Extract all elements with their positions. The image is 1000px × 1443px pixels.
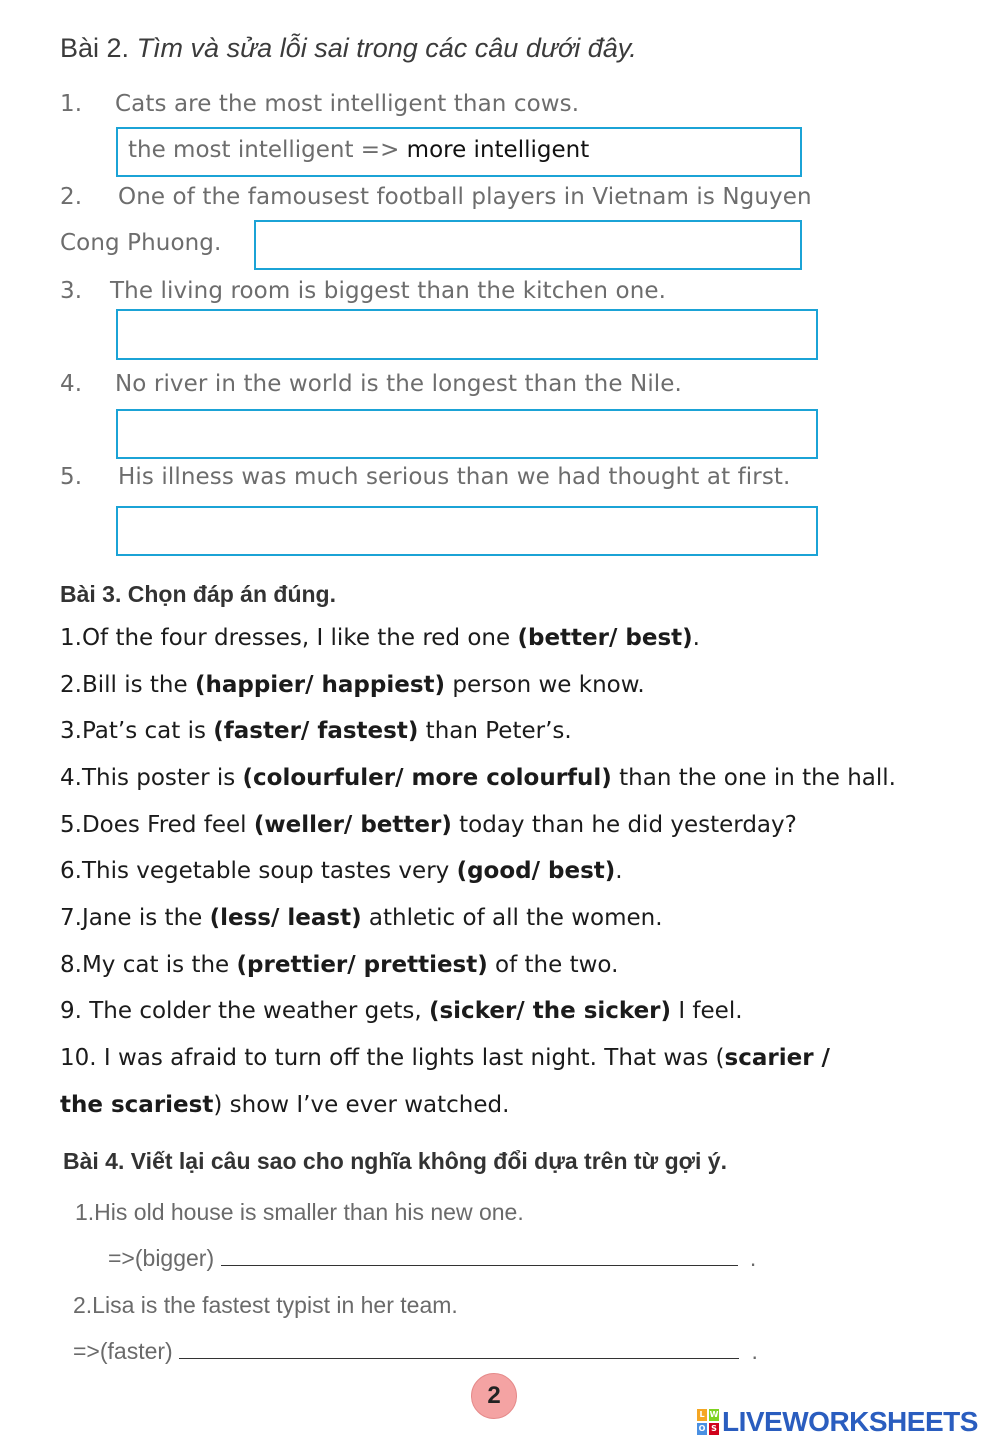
- logo-text: LIVEWORKSHEETS: [722, 1406, 978, 1437]
- end-mark: .: [749, 1245, 757, 1271]
- item-option[interactable]: (less/ least): [209, 905, 362, 931]
- item-text: than Peter’s.: [418, 718, 572, 744]
- question-text: His illness was much serious than we had thought at first.: [118, 464, 791, 490]
- bai3-title: Bài 3. Chọn đáp án đúng.: [60, 581, 336, 607]
- bai3-item-10: [60, 1045, 830, 1071]
- answer-box-2[interactable]: [254, 220, 802, 270]
- item-text: 4.This poster is: [60, 765, 243, 791]
- item-option[interactable]: (prettier/ prettiest): [236, 952, 488, 978]
- liveworksheets-logo: [697, 1407, 978, 1437]
- answer-value: more intelligent: [406, 137, 590, 163]
- question-number: 4.: [60, 371, 83, 397]
- item-option[interactable]: (colourfuler/ more colourful): [242, 765, 612, 791]
- bai2-question-1: [60, 91, 579, 117]
- bai3-item-7: [60, 905, 663, 931]
- item-text: 5.Does Fred feel: [60, 812, 254, 838]
- question-number: 1.: [60, 91, 83, 117]
- item-text: 7.Jane is the: [60, 905, 210, 931]
- bai2-question-4: [60, 371, 682, 397]
- item-text: of the two.: [487, 952, 619, 978]
- item-text: 6.This vegetable soup tastes very: [60, 858, 457, 884]
- logo-tile: S: [709, 1423, 719, 1435]
- logo-tile: O: [698, 1424, 706, 1433]
- item-text: .: [615, 858, 623, 884]
- hint: =>(bigger): [108, 1245, 215, 1271]
- logo-tile: W: [709, 1410, 719, 1419]
- answer-box-3[interactable]: [116, 309, 818, 360]
- item-text: 9. The colder the weather gets,: [60, 998, 429, 1024]
- logo-tile: L: [697, 1409, 707, 1421]
- item-option[interactable]: (happier/ happiest): [194, 672, 446, 698]
- item-text: 1.Of the four dresses, I like the red one: [60, 625, 518, 651]
- item-text: today than he did yesterday?: [451, 812, 797, 838]
- bai3-item-9: [60, 998, 743, 1024]
- item-text: 10. I was afraid to turn off the lights last night. That was (: [60, 1045, 725, 1071]
- bai3-item-1: [60, 625, 700, 651]
- bai2-question-5: [60, 464, 790, 490]
- item-text: 3.Pat’s cat is: [60, 718, 214, 744]
- answer-box-5[interactable]: [116, 506, 818, 556]
- question-text: The living room is biggest than the kitchen one.: [110, 278, 667, 304]
- bai3-item-4: [60, 765, 896, 791]
- question-number: 2.: [60, 184, 83, 210]
- bai4-title: Bài 4. Viết lại câu sao cho nghĩa không đổi dựa trên từ gợi ý.: [63, 1148, 727, 1174]
- question-number: 3.: [60, 278, 83, 304]
- item-text: person we know.: [445, 672, 645, 698]
- bai2-question-2: [60, 184, 812, 210]
- hint: =>(faster): [73, 1338, 173, 1364]
- bai3-item-10-continued: [60, 1092, 509, 1118]
- logo-icon: [697, 1409, 719, 1435]
- item-option[interactable]: (good/ best): [456, 858, 616, 884]
- item-option[interactable]: (better/ best): [517, 625, 693, 651]
- question-number: 5.: [60, 464, 83, 490]
- item-text: I feel.: [671, 998, 743, 1024]
- bai2-title-instruction: Tìm và sửa lỗi sai trong các câu dưới đây.: [136, 33, 637, 63]
- bai3-item-8: [60, 952, 618, 978]
- page-number-badge: 2: [471, 1373, 517, 1419]
- bai2-question-3: [60, 278, 666, 304]
- bai2-title-prefix: Bài 2.: [60, 33, 130, 63]
- item-option[interactable]: (sicker/ the sicker): [428, 998, 672, 1024]
- bai4-answer-line-2: [73, 1338, 758, 1365]
- answer-blank-2[interactable]: [179, 1338, 739, 1359]
- item-option[interactable]: scarier /: [724, 1045, 830, 1071]
- bai4-question-1: 1.His old house is smaller than his new one.: [75, 1199, 524, 1225]
- bai3-item-3: [60, 718, 572, 744]
- answer-blank-1[interactable]: [221, 1245, 738, 1266]
- bai3-item-2: [60, 672, 645, 698]
- item-option[interactable]: the scariest: [60, 1092, 214, 1118]
- bai2-question-2-continued: Cong Phuong.: [60, 230, 222, 256]
- item-option[interactable]: (weller/ better): [253, 812, 452, 838]
- bai3-item-6: [60, 858, 623, 884]
- question-text: One of the famousest football players in Vietnam is Nguyen: [118, 184, 812, 210]
- answer-prefix: the most intelligent =>: [128, 137, 400, 163]
- bai3-item-5: [60, 812, 797, 838]
- bai4-answer-line-1: [108, 1245, 756, 1272]
- end-mark: .: [751, 1338, 758, 1364]
- item-text: 2.Bill is the: [60, 672, 195, 698]
- answer-box-1[interactable]: [116, 127, 802, 177]
- item-text: than the one in the hall.: [611, 765, 896, 791]
- answer-box-4[interactable]: [116, 409, 818, 459]
- question-text: No river in the world is the longest than the Nile.: [115, 371, 682, 397]
- question-text: Cats are the most intelligent than cows.: [115, 91, 580, 117]
- bai2-title: [60, 33, 637, 64]
- bai4-question-2: 2.Lisa is the fastest typist in her team.: [73, 1292, 458, 1318]
- item-text: athletic of all the women.: [361, 905, 663, 931]
- item-option[interactable]: (faster/ fastest): [213, 718, 419, 744]
- item-text: .: [692, 625, 700, 651]
- item-text: ) show I’ve ever watched.: [213, 1092, 510, 1118]
- item-text: 8.My cat is the: [60, 952, 237, 978]
